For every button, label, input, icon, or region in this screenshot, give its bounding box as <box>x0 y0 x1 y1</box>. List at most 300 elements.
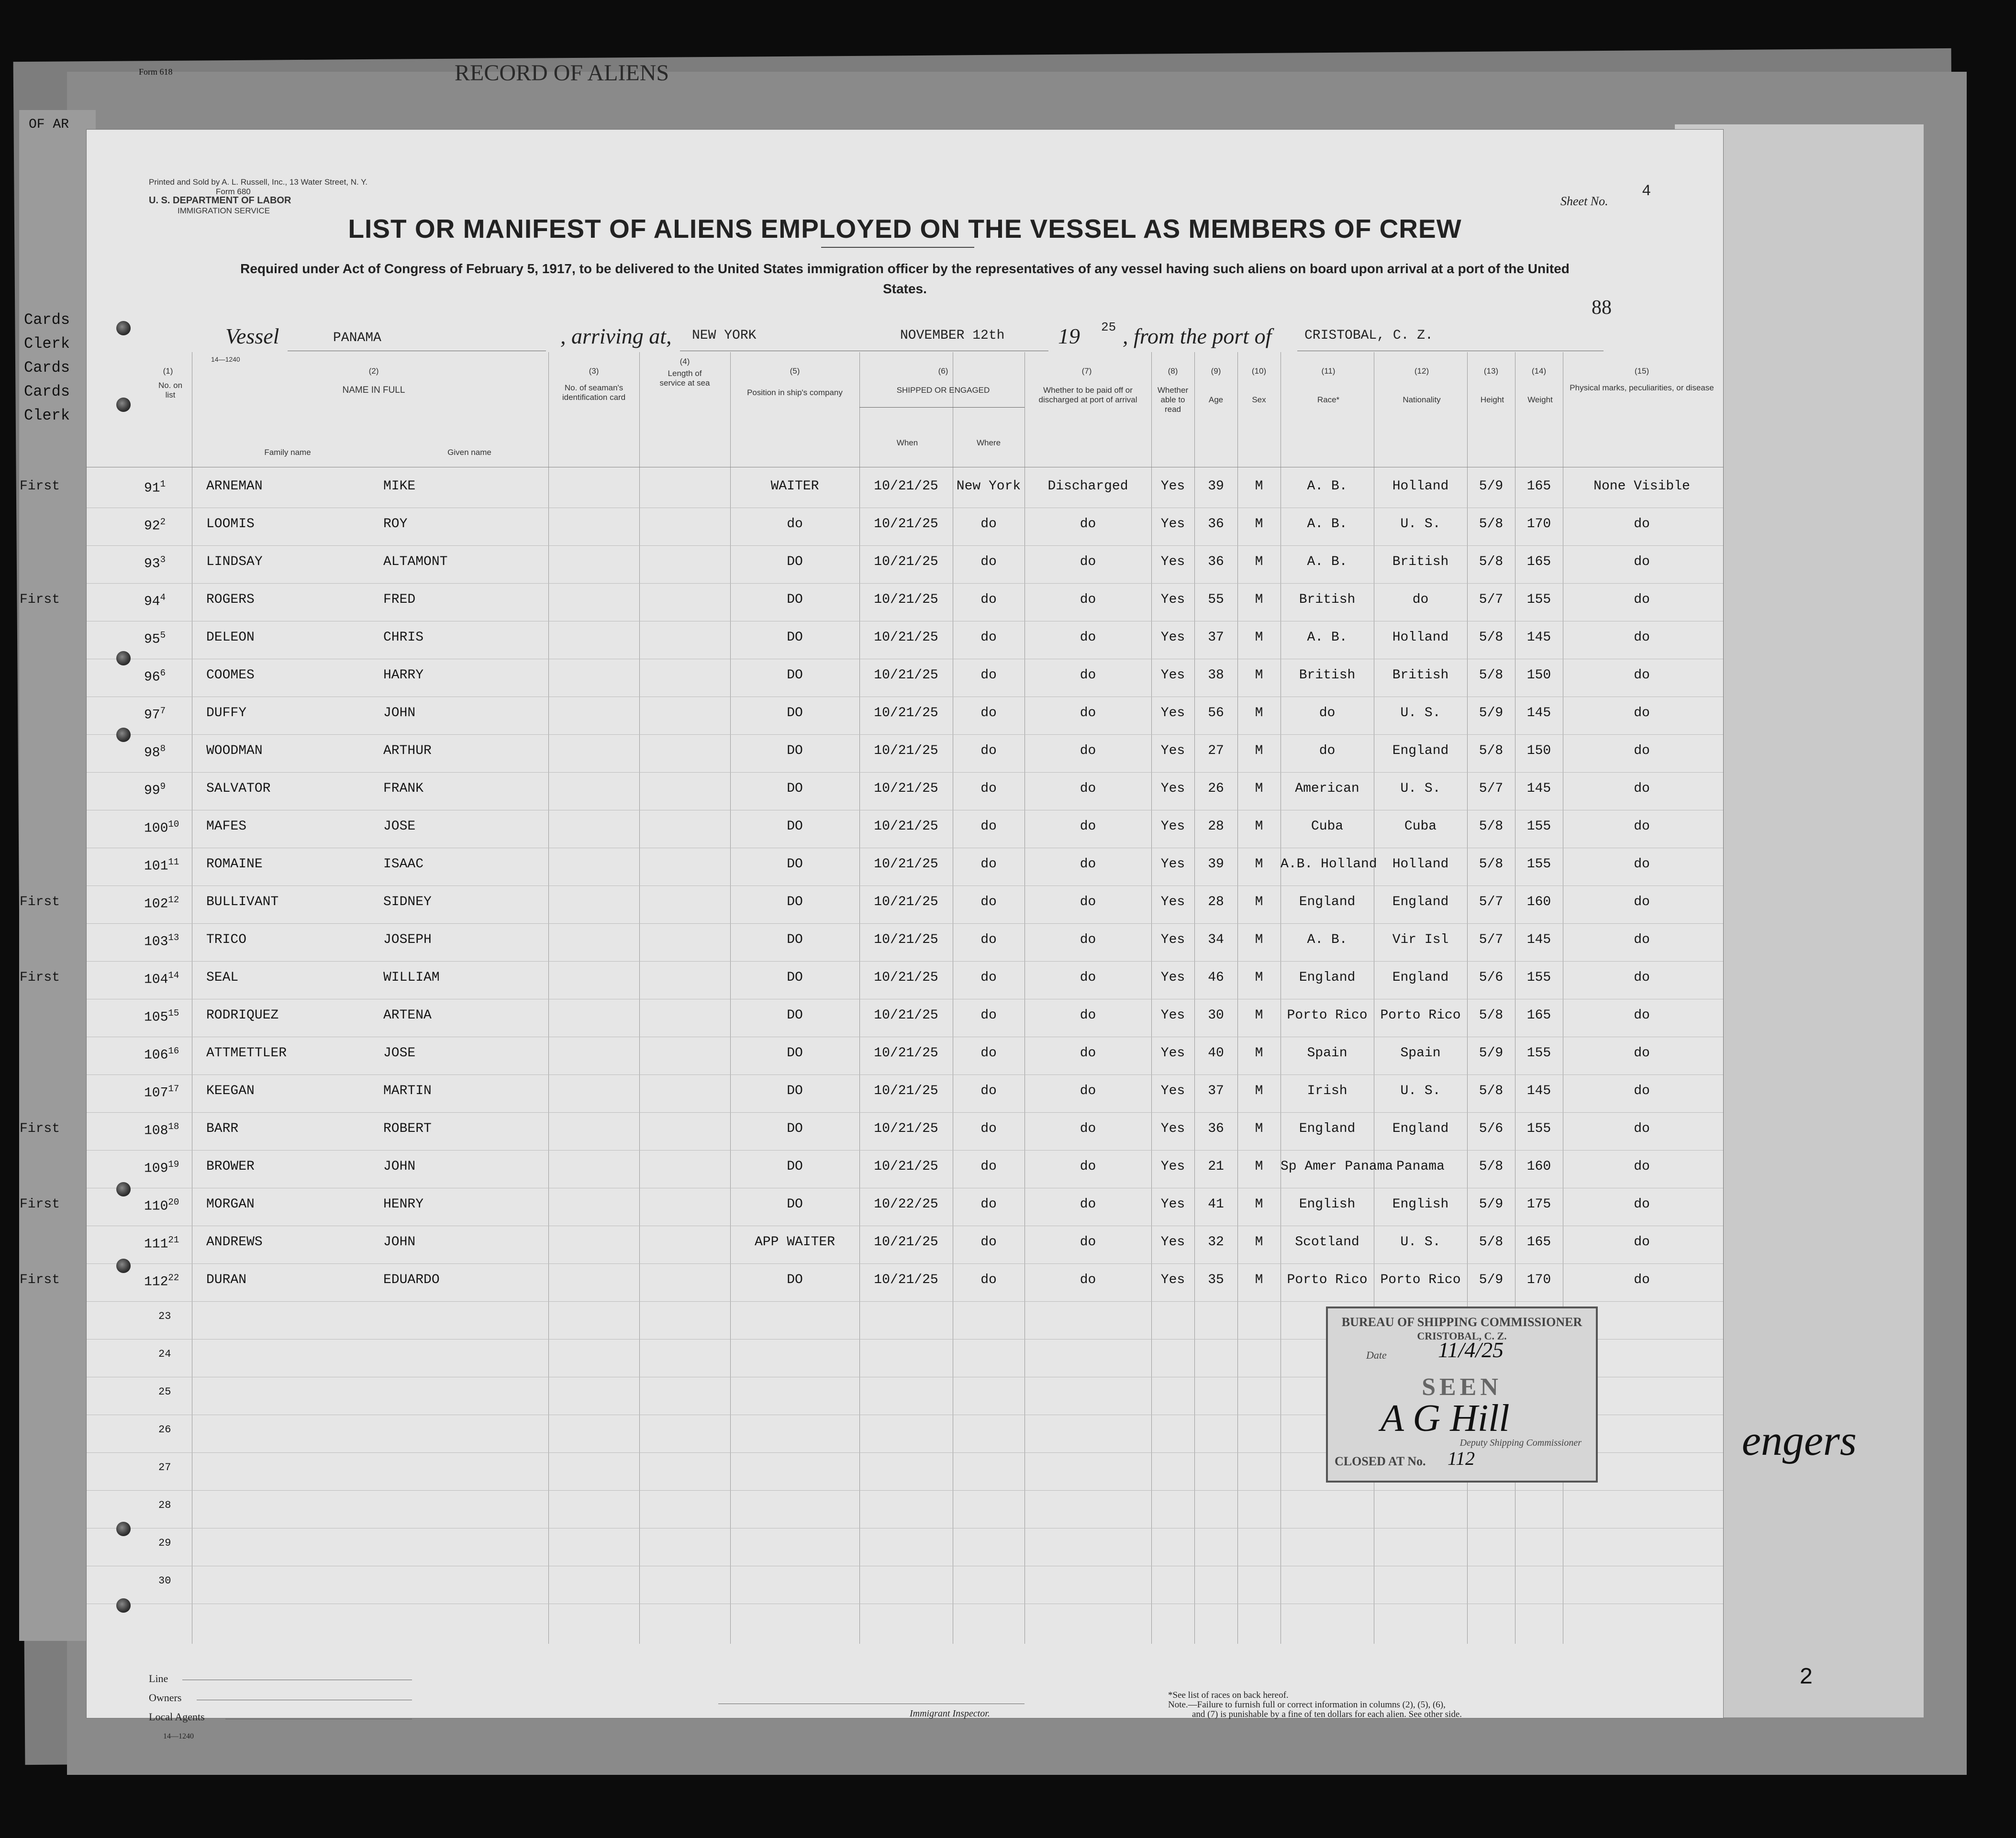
list-number <box>144 1084 179 1100</box>
cell-family: DUFFY <box>206 706 247 720</box>
cell-given: CHRIS <box>383 630 424 645</box>
cell-nationality: Holland <box>1392 630 1449 645</box>
cell-sex: M <box>1255 1197 1263 1212</box>
punch-hole <box>116 1182 131 1196</box>
cell-weight: 170 <box>1526 517 1551 531</box>
stamp-date-label: Date <box>1366 1349 1387 1361</box>
list-number-value: 110 <box>144 1199 168 1214</box>
cell-height: 5/9 <box>1479 1273 1504 1287</box>
cell-nationality: do <box>1412 592 1429 607</box>
department: U. S. DEPARTMENT OF LABOR <box>149 195 291 206</box>
col-num: (15) <box>1634 366 1649 376</box>
margin-digit: 2 <box>1799 1665 1813 1691</box>
first-mark: First <box>20 592 60 607</box>
empty-row <box>87 1528 1723 1566</box>
line-number: 21 <box>168 1235 179 1245</box>
col-num: (3) <box>589 366 599 376</box>
cell-height: 5/8 <box>1479 1159 1504 1174</box>
cell-discharged: do <box>1080 1273 1096 1287</box>
cell-age: 56 <box>1208 706 1224 720</box>
cell-where: do <box>980 1084 997 1098</box>
cell-weight: 155 <box>1526 592 1551 607</box>
list-number <box>144 743 166 760</box>
list-number <box>144 819 179 836</box>
cell-read: Yes <box>1160 706 1185 720</box>
side-label: Cards <box>24 383 70 400</box>
cell-given: MIKE <box>383 479 416 494</box>
cell-given: ARTENA <box>383 1008 432 1023</box>
footer-line-label: Line <box>149 1672 168 1684</box>
cell-nationality: U. S. <box>1400 706 1441 720</box>
cell-read: Yes <box>1160 781 1185 796</box>
side-label: Cards <box>24 311 70 329</box>
cell-read: Yes <box>1160 932 1185 947</box>
col-header-name: NAME IN FULL <box>342 385 405 395</box>
cell-sex: M <box>1255 1273 1263 1287</box>
cell-marks: do <box>1634 743 1650 758</box>
cell-weight: 145 <box>1526 1084 1551 1098</box>
page-number: 88 <box>1592 297 1612 319</box>
col-header-shipped: SHIPPED OR ENGAGED <box>896 386 990 395</box>
first-mark: First <box>20 1273 60 1287</box>
cell-marks: do <box>1634 517 1650 531</box>
cell-nationality: Porto Rico <box>1380 1273 1461 1287</box>
cell-height: 5/8 <box>1479 857 1504 872</box>
background-title: RECORD OF ALIENS <box>455 60 669 86</box>
line-number: 30 <box>158 1575 171 1587</box>
col-header-age: Age <box>1208 395 1224 404</box>
empty-row <box>87 1490 1723 1528</box>
cell-position: DO <box>787 706 803 720</box>
list-number <box>144 857 179 874</box>
cell-where: do <box>980 932 997 947</box>
cell-given: HARRY <box>383 668 424 683</box>
cell-discharged: do <box>1080 1159 1096 1174</box>
list-number-value: 107 <box>144 1085 168 1101</box>
cell-family: DELEON <box>206 630 255 645</box>
cell-nationality: Panama <box>1396 1159 1445 1174</box>
footer-note3: and (7) is punishable by a fine of ten dollars for each alien. See other side. <box>1192 1709 1462 1719</box>
crew-row <box>20 583 1723 621</box>
line-number: 15 <box>168 1008 179 1019</box>
cell-given: JOSEPH <box>383 932 432 947</box>
cell-marks: do <box>1634 819 1650 834</box>
stamp-date-value: 11/4/25 <box>1438 1338 1504 1362</box>
footer-form-code: 14—1240 <box>163 1732 194 1740</box>
cell-nationality: U. S. <box>1400 781 1441 796</box>
cell-when: 10/21/25 <box>874 857 938 872</box>
cell-given: EDUARDO <box>383 1273 440 1287</box>
cell-family: ROGERS <box>206 592 255 607</box>
list-number-value: 106 <box>144 1048 168 1063</box>
cell-weight: 155 <box>1526 970 1551 985</box>
cell-nationality: England <box>1392 743 1449 758</box>
cell-discharged: do <box>1080 1197 1096 1212</box>
cell-discharged: do <box>1080 743 1096 758</box>
cell-given: JOHN <box>383 706 416 720</box>
cell-discharged: do <box>1080 781 1096 796</box>
cell-where: do <box>980 857 997 872</box>
list-number-value: 111 <box>144 1237 168 1252</box>
list-number-value: 97 <box>144 708 160 723</box>
cell-where: do <box>980 1008 997 1023</box>
cell-age: 28 <box>1208 819 1224 834</box>
cell-position: DO <box>787 857 803 872</box>
cell-sex: M <box>1255 857 1263 872</box>
line-number: 25 <box>158 1386 171 1398</box>
cell-read: Yes <box>1160 668 1185 683</box>
cell-when: 10/21/25 <box>874 970 938 985</box>
cell-age: 32 <box>1208 1235 1224 1250</box>
cell-nationality: Cuba <box>1404 819 1437 834</box>
line-number: 7 <box>160 706 166 716</box>
cell-when: 10/21/25 <box>874 554 938 569</box>
title-rule <box>821 247 974 248</box>
cell-read: Yes <box>1160 592 1185 607</box>
cell-height: 5/8 <box>1479 1084 1504 1098</box>
cell-discharged: do <box>1080 970 1096 985</box>
cell-read: Yes <box>1160 1008 1185 1023</box>
line-number: 28 <box>158 1499 171 1511</box>
cell-where: do <box>980 1121 997 1136</box>
cell-height: 5/8 <box>1479 668 1504 683</box>
cell-weight: 145 <box>1526 781 1551 796</box>
col-header-weight: Weight <box>1527 395 1553 404</box>
list-number <box>144 970 179 987</box>
cell-family: BARR <box>206 1121 239 1136</box>
cell-where: do <box>980 630 997 645</box>
cell-when: 10/21/25 <box>874 895 938 909</box>
cell-weight: 165 <box>1526 554 1551 569</box>
cell-weight: 160 <box>1526 895 1551 909</box>
line-number: 29 <box>158 1537 171 1549</box>
cell-read: Yes <box>1160 1235 1185 1250</box>
cell-family: DURAN <box>206 1273 247 1287</box>
cell-marks: do <box>1634 1046 1650 1061</box>
cell-read: Yes <box>1160 479 1185 494</box>
cell-weight: 175 <box>1526 1197 1551 1212</box>
cell-read: Yes <box>1160 1159 1185 1174</box>
cell-sex: M <box>1255 970 1263 985</box>
side-label: Cards <box>24 359 70 376</box>
subheader-when: When <box>896 438 918 447</box>
cell-race: A.B. Holland <box>1281 857 1377 872</box>
cell-weight: 145 <box>1526 706 1551 720</box>
cell-nationality: Holland <box>1392 857 1449 872</box>
cell-nationality: England <box>1392 970 1449 985</box>
punch-hole <box>116 1259 131 1273</box>
cell-when: 10/21/25 <box>874 630 938 645</box>
cell-age: 41 <box>1208 1197 1224 1212</box>
cell-marks: do <box>1634 895 1650 909</box>
cell-race: British <box>1299 592 1356 607</box>
cell-height: 5/7 <box>1479 932 1504 947</box>
cell-nationality: Holland <box>1392 479 1449 494</box>
footer-note2: Note.—Failure to furnish full or correct information in columns (2), (5), (6), <box>1168 1700 1446 1710</box>
col-header-race: Race* <box>1317 395 1340 404</box>
cell-weight: 155 <box>1526 857 1551 872</box>
list-number <box>144 1273 179 1289</box>
cell-where: do <box>980 1159 997 1174</box>
cell-discharged: Discharged <box>1047 479 1128 494</box>
cell-sex: M <box>1255 668 1263 683</box>
cell-where: do <box>980 895 997 909</box>
cell-given: FRED <box>383 592 416 607</box>
cell-family: KEEGAN <box>206 1084 255 1098</box>
cell-weight: 150 <box>1526 743 1551 758</box>
cell-family: RODRIQUEZ <box>206 1008 279 1023</box>
cell-discharged: do <box>1080 857 1096 872</box>
list-number-value: 93 <box>144 556 160 572</box>
list-number-value: 98 <box>144 745 160 761</box>
cell-discharged: do <box>1080 1235 1096 1250</box>
cell-given: JOHN <box>383 1159 416 1174</box>
cell-read: Yes <box>1160 517 1185 531</box>
line-number: 9 <box>160 781 166 792</box>
line-number: 16 <box>168 1046 179 1056</box>
line-number: 12 <box>168 895 179 905</box>
page-subtitle: Required under Act of Congress of February 5, 1917, to be delivered to the United States immigration officer by the representatives of any vessel having such aliens on board upon arrival at a port of the United States. <box>240 261 1570 296</box>
cell-height: 5/8 <box>1479 630 1504 645</box>
cell-given: JOSE <box>383 819 416 834</box>
cell-weight: 155 <box>1526 1121 1551 1136</box>
cell-where: do <box>980 1197 997 1212</box>
cell-family: TRICO <box>206 932 247 947</box>
cell-nationality: U. S. <box>1400 1084 1441 1098</box>
punch-hole <box>116 321 131 335</box>
line-number: 27 <box>158 1462 171 1473</box>
col-num: (5) <box>790 366 800 376</box>
cell-when: 10/21/25 <box>874 781 938 796</box>
cell-marks: do <box>1634 1121 1650 1136</box>
cell-race: American <box>1295 781 1359 796</box>
cell-marks: do <box>1634 857 1650 872</box>
cell-discharged: do <box>1080 592 1096 607</box>
list-number-value: 101 <box>144 859 168 874</box>
cell-family: ANDREWS <box>206 1235 263 1250</box>
cell-where: do <box>980 1273 997 1287</box>
cell-nationality: Spain <box>1400 1046 1441 1061</box>
footer-inspector-label: Immigrant Inspector. <box>910 1708 990 1719</box>
col-header-discharged: Whether to be paid off or discharged at port of arrival <box>1038 386 1137 404</box>
cell-age: 34 <box>1208 932 1224 947</box>
crew-row <box>87 1225 1723 1264</box>
list-number-value: 104 <box>144 972 168 987</box>
cell-height: 5/9 <box>1479 1197 1504 1212</box>
cell-sex: M <box>1255 517 1263 531</box>
cell-discharged: do <box>1080 895 1096 909</box>
cell-sex: M <box>1255 1008 1263 1023</box>
year-suffix: 25 <box>1101 320 1116 334</box>
cell-family: ROMAINE <box>206 857 263 872</box>
line-number: 1 <box>160 479 166 489</box>
col-header-nationality: Nationality <box>1403 395 1441 404</box>
margin-handwriting: engers <box>1742 1417 1857 1464</box>
cell-age: 38 <box>1208 668 1224 683</box>
vessel-label: Vessel <box>225 324 279 348</box>
cell-race: Porto Rico <box>1287 1273 1368 1287</box>
cell-nationality: U. S. <box>1400 1235 1441 1250</box>
cell-race: Spain <box>1307 1046 1348 1061</box>
first-mark: First <box>20 895 60 909</box>
list-number <box>144 706 166 722</box>
cell-race: Irish <box>1307 1084 1348 1098</box>
cell-given: WILLIAM <box>383 970 440 985</box>
cell-read: Yes <box>1160 819 1185 834</box>
cell-sex: M <box>1255 706 1263 720</box>
year-prefix: 19 <box>1058 324 1080 348</box>
cell-race: England <box>1299 1121 1356 1136</box>
col-num: (11) <box>1321 366 1336 376</box>
cell-position: DO <box>787 1084 803 1098</box>
cell-position: DO <box>787 743 803 758</box>
cell-height: 5/7 <box>1479 592 1504 607</box>
cell-discharged: do <box>1080 630 1096 645</box>
cell-position: APP WAITER <box>754 1235 835 1250</box>
cell-race: Scotland <box>1295 1235 1359 1250</box>
line-number: 2 <box>160 517 166 527</box>
cell-family: MAFES <box>206 819 247 834</box>
list-number-value: 112 <box>144 1274 168 1290</box>
line-number: 22 <box>168 1273 179 1283</box>
cell-read: Yes <box>1160 743 1185 758</box>
cell-nationality: England <box>1392 1121 1449 1136</box>
crew-row <box>87 696 1723 735</box>
cell-discharged: do <box>1080 517 1096 531</box>
stamp-seen: SEEN <box>1422 1373 1502 1401</box>
cell-family: MORGAN <box>206 1197 255 1212</box>
crew-row <box>20 1263 1723 1302</box>
crew-row <box>87 1036 1723 1075</box>
crew-row <box>87 1074 1723 1113</box>
cell-given: MARTIN <box>383 1084 432 1098</box>
crew-row <box>87 809 1723 848</box>
footer-agents-label: Local Agents <box>149 1711 205 1723</box>
cell-where: do <box>980 781 997 796</box>
list-number-value: 96 <box>144 670 160 685</box>
cell-race: do <box>1319 743 1336 758</box>
shipping-commissioner-stamp <box>1326 1307 1598 1483</box>
line-number: 10 <box>168 819 179 830</box>
cell-race: do <box>1319 706 1336 720</box>
cell-height: 5/8 <box>1479 819 1504 834</box>
cell-given: HENRY <box>383 1197 424 1212</box>
list-number <box>144 1008 179 1025</box>
cell-read: Yes <box>1160 1273 1185 1287</box>
arriving-label: , arriving at, <box>560 324 672 348</box>
first-mark: First <box>20 1197 60 1212</box>
cell-when: 10/21/25 <box>874 1235 938 1250</box>
crew-row <box>87 734 1723 773</box>
side-label: Clerk <box>24 407 70 424</box>
cell-given: ISAAC <box>383 857 424 872</box>
cell-read: Yes <box>1160 1084 1185 1098</box>
cell-where: do <box>980 1235 997 1250</box>
cell-given: ALTAMONT <box>383 554 448 569</box>
line-number: 8 <box>160 743 166 754</box>
cell-weight: 155 <box>1526 1046 1551 1061</box>
cell-marks: do <box>1634 1084 1650 1098</box>
cell-where: do <box>980 554 997 569</box>
cell-discharged: do <box>1080 932 1096 947</box>
cell-read: Yes <box>1160 1121 1185 1136</box>
cell-read: Yes <box>1160 970 1185 985</box>
cell-age: 21 <box>1208 1159 1224 1174</box>
cell-family: BULLIVANT <box>206 895 279 909</box>
cell-position: DO <box>787 1121 803 1136</box>
cell-sex: M <box>1255 743 1263 758</box>
arrival-port: NEW YORK <box>692 328 757 343</box>
cell-sex: M <box>1255 1235 1263 1250</box>
cell-family: ATTMETTLER <box>206 1046 287 1061</box>
col-num: (10) <box>1251 366 1267 376</box>
col-header-card: No. of seaman's identification card <box>562 383 626 402</box>
cell-sex: M <box>1255 554 1263 569</box>
col-num: (13) <box>1483 366 1499 376</box>
cell-position: DO <box>787 592 803 607</box>
list-number-value: 99 <box>144 783 160 798</box>
list-number <box>144 479 166 496</box>
line-number: 5 <box>160 630 166 641</box>
cell-when: 10/21/25 <box>874 1159 938 1174</box>
line-number: 4 <box>160 592 166 603</box>
list-number-value: 108 <box>144 1123 168 1139</box>
cell-family: BROWER <box>206 1159 255 1174</box>
cell-marks: do <box>1634 1008 1650 1023</box>
cell-sex: M <box>1255 1121 1263 1136</box>
list-number <box>144 895 179 911</box>
cell-sex: M <box>1255 895 1263 909</box>
cell-race: Cuba <box>1311 819 1344 834</box>
list-number <box>144 668 166 685</box>
cell-discharged: do <box>1080 819 1096 834</box>
cell-race: England <box>1299 895 1356 909</box>
list-number-value: 92 <box>144 519 160 534</box>
list-number <box>144 932 179 949</box>
first-mark: First <box>20 1121 60 1136</box>
punch-hole <box>116 398 131 412</box>
cell-marks: do <box>1634 781 1650 796</box>
cell-marks: None Visible <box>1593 479 1690 494</box>
crew-row <box>20 1112 1723 1151</box>
cell-marks: do <box>1634 970 1650 985</box>
cell-weight: 170 <box>1526 1273 1551 1287</box>
cell-where: do <box>980 970 997 985</box>
arrival-date: NOVEMBER 12th <box>900 328 1005 343</box>
cell-read: Yes <box>1160 1046 1185 1061</box>
list-number-value: 103 <box>144 934 168 950</box>
cell-marks: do <box>1634 592 1650 607</box>
list-number <box>144 554 166 571</box>
cell-nationality: English <box>1392 1197 1449 1212</box>
list-number-value: 100 <box>144 821 168 836</box>
side-label: Form 618 <box>139 67 173 77</box>
cell-when: 10/22/25 <box>874 1197 938 1212</box>
cell-age: 46 <box>1208 970 1224 985</box>
cell-age: 39 <box>1208 479 1224 494</box>
cell-sex: M <box>1255 1084 1263 1098</box>
crew-row <box>20 469 1723 508</box>
crew-row <box>87 998 1723 1037</box>
cell-sex: M <box>1255 781 1263 796</box>
cell-when: 10/21/25 <box>874 592 938 607</box>
cell-age: 28 <box>1208 895 1224 909</box>
cell-discharged: do <box>1080 1121 1096 1136</box>
line-number: 3 <box>160 554 166 565</box>
cell-when: 10/21/25 <box>874 668 938 683</box>
cell-age: 36 <box>1208 1121 1224 1136</box>
cell-weight: 155 <box>1526 819 1551 834</box>
